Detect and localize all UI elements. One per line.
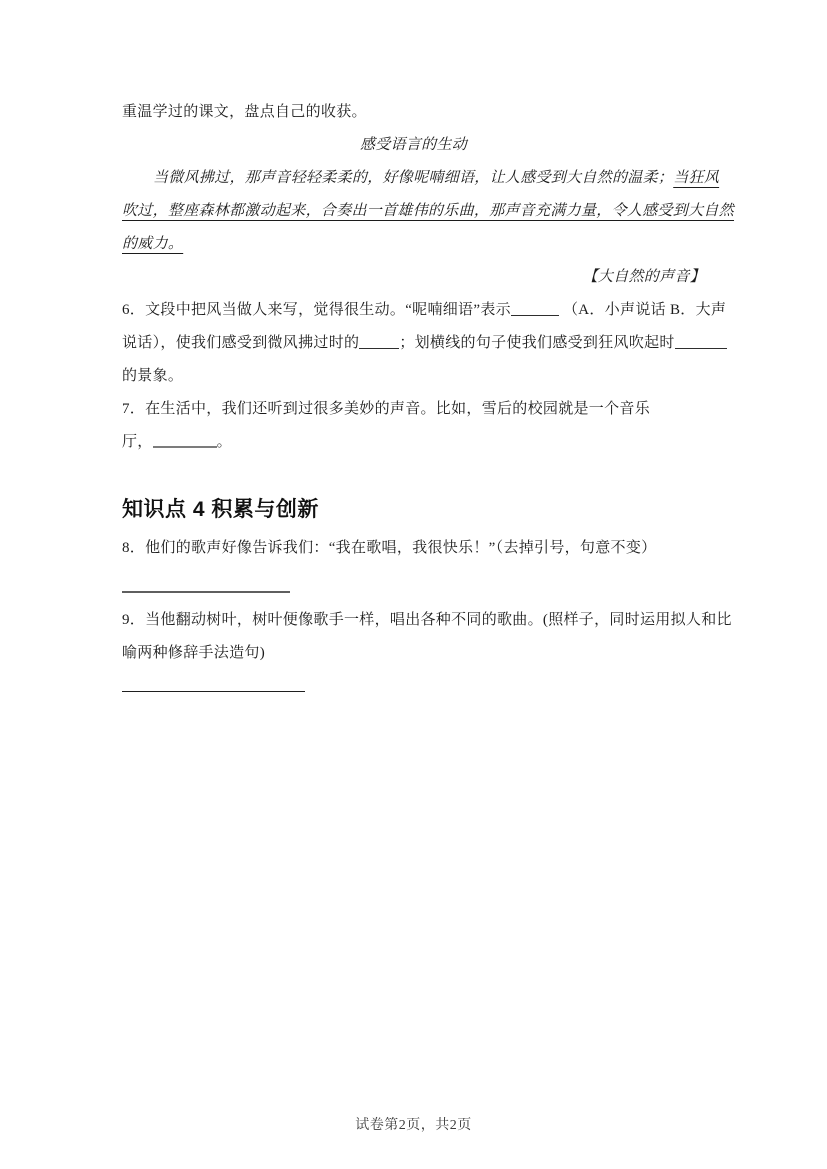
q6-line-2: [122, 327, 705, 360]
q7-text-1: 厅，: [122, 434, 153, 450]
passage-title: 感受语言的生动: [359, 137, 468, 153]
page-content: [122, 96, 735, 692]
question-8: [122, 532, 705, 593]
passage-line-1: [122, 162, 720, 195]
q9-line-1: 9．当他翻动树叶，树叶便像歌手一样，唱出各种不同的歌曲。(照样子，同时运用拟人和比: [122, 612, 732, 628]
q6-line-1: [122, 294, 727, 327]
question-7: [122, 393, 705, 459]
passage-line1-normal: 当微风拂过，那声音轻轻柔柔的，好像呢喃细语，让人感受到大自然的温柔；: [153, 170, 674, 186]
section-heading-knowledge-point-4: 知识点 4 积累与创新: [122, 498, 319, 521]
intro-text: 重温学过的课文，盘点自己的收获。: [122, 104, 367, 120]
passage-paragraph: [122, 162, 735, 261]
q7-line-2: [122, 426, 705, 459]
q7-fill-blank: [153, 431, 217, 448]
q6-fill-blank-1: [511, 300, 559, 316]
q6-text-4: ；划横线的句子使我们感受到狂风吹起时: [399, 335, 675, 351]
q9-line-2: 喻两种修辞手法造句): [122, 645, 265, 661]
underlined-sentence-start: 当狂风: [673, 170, 720, 186]
q6-text-3: 说话），使我们感受到微风拂过时的: [122, 335, 360, 351]
page-number-footer: 试卷第2页，共2页: [355, 1118, 472, 1133]
passage-line-2: [122, 195, 735, 228]
underlined-sentence-end: 的威力。: [122, 236, 184, 252]
question-9: [122, 604, 732, 692]
q6-line-3: 的景象。: [122, 368, 184, 384]
q6-fill-blank-2: [359, 333, 399, 349]
q6-text-1: 6．文段中把风当做人来写，觉得很生动。“呢喃细语”表示: [122, 302, 511, 318]
q8-answer-line: [122, 575, 290, 593]
question-6: [122, 294, 727, 393]
passage-source: 【大自然的声音】: [582, 269, 705, 285]
underlined-sentence-middle: 吹过，整座森林都激动起来，合奏出一首雄伟的乐曲，那声音充满力量，令人感受到大自然: [122, 203, 735, 219]
q9-answer-line: [122, 679, 305, 692]
q6-fill-blank-3: [675, 333, 727, 349]
passage-line-3: [122, 228, 705, 261]
q8-text: 8．他们的歌声好像告诉我们：“我在歌唱，我很快乐！”（去掉引号，句意不变）: [122, 540, 657, 556]
q6-text-2: （A．小声说话 B．大声: [562, 302, 727, 318]
q7-text-2: 。: [216, 434, 232, 450]
q7-line-1: 7．在生活中，我们还听到过很多美妙的声音。比如，雪后的校园就是一个音乐: [122, 401, 651, 417]
